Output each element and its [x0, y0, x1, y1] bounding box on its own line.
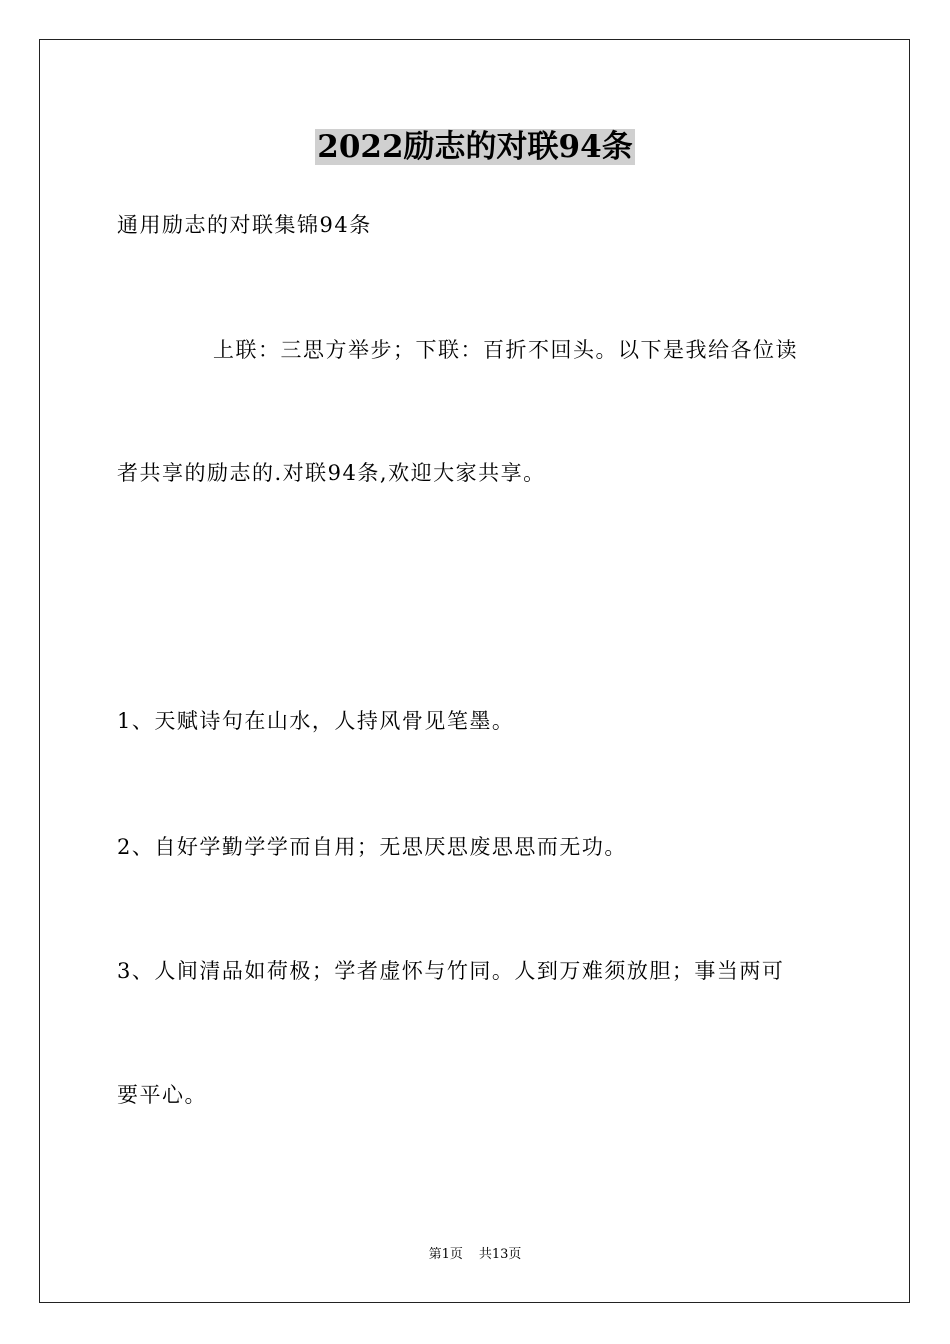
couplet-item-3: 3、人间清品如荷极；学者虚怀与竹同。人到万难须放胆；事当两可 — [117, 959, 785, 983]
document-subtitle: 通用励志的对联集锦94条 — [117, 213, 372, 237]
page-number: 第1页 — [428, 1247, 463, 1262]
page-total: 共13页 — [478, 1247, 522, 1262]
document-title — [0, 127, 950, 167]
couplet-item-2: 2、自好学勤学学而自用；无思厌思废思思而无功。 — [117, 835, 627, 859]
couplet-item-1: 1、天赋诗句在山水，人持风骨见笔墨。 — [117, 709, 515, 733]
couplet-item-3-continued: 要平心。 — [117, 1083, 207, 1107]
intro-line-1: 上联：三思方举步；下联：百折不回头。以下是我给各位读 — [213, 338, 798, 362]
document-title-text: 2022励志的对联94条 — [317, 129, 633, 165]
page-footer — [0, 1246, 950, 1264]
intro-line-2: 者共享的励志的.对联94条,欢迎大家共享。 — [117, 461, 546, 485]
